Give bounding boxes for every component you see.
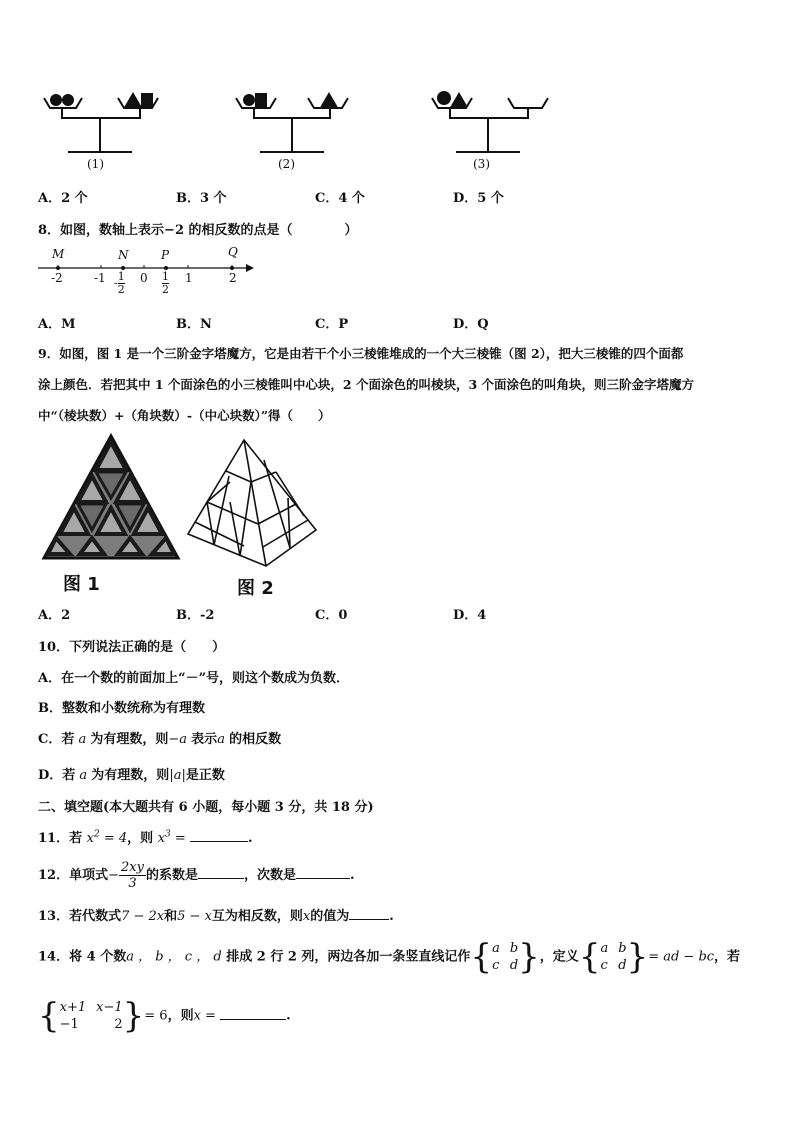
q10-option-d: D．若 a 为有理数，则|a|是正数	[38, 768, 225, 783]
q9-option-c: C．0	[315, 608, 348, 623]
q10-option-c: C．若 a 为有理数，则−a 表示a 的相反数	[38, 732, 282, 747]
point-p-label: P	[161, 248, 170, 262]
determinant-notation: a b c d	[492, 941, 519, 973]
point-m	[56, 266, 60, 270]
scale-label-2: (2)	[278, 157, 295, 171]
pyramid-line-diagram	[186, 436, 320, 570]
q8-option-d: D．Q	[453, 317, 489, 332]
q8-stem: 8．如图，数轴上表示−2 的相反数的点是（ ）	[38, 223, 358, 238]
q9-option-b: B．-2	[176, 608, 215, 623]
tick-label-half: 1 2	[162, 270, 169, 296]
q9-option-a: A．2	[38, 608, 71, 623]
tick-label-neg2: -2	[51, 271, 63, 285]
q7-option-a: A．2 个	[38, 191, 88, 206]
balance-scale-2	[236, 94, 348, 152]
q9-option-d: D．4	[453, 608, 487, 623]
tick-label-1: 1	[185, 271, 193, 285]
q12: 12．单项式− $\frac{2xy}{3}$ 的系数是 ，次数是 .	[38, 860, 355, 891]
q14-line1: 14．将 4 个数a ， b ， c ， d 排成 2 行 2 列，两边各加一条竖直线记作{ a b c d }，定义{ a b c d }= ad − bc，若	[38, 937, 741, 977]
tick-label-neg1: -1	[94, 271, 106, 285]
q9-stem-line1: 9．如图，图 1 是一个三阶金字塔魔方，它是由若干个小三棱锥堆成的一个大三棱锥（图 2），把大三棱锥的四个面都	[38, 346, 684, 361]
point-n-label: N	[118, 248, 129, 262]
q11: 11．若 $x^2 = 4$，则 $x^3$ = .	[38, 829, 253, 846]
scale-label-3: (3)	[473, 157, 490, 171]
q9-stem-line2: 涂上颜色．若把其中 1 个面涂色的小三棱锥叫中心块，2 个面涂色的叫棱块，3 个面涂色的叫角块，则三阶金字塔魔方	[38, 377, 695, 392]
q10-option-a: A．在一个数的前面加上“－”号，则这个数成为负数．	[38, 671, 350, 686]
q10-option-b: B．整数和小数统称为有理数	[38, 701, 205, 716]
point-m-label: M	[52, 247, 65, 261]
q7-option-d: D．5 个	[453, 191, 504, 206]
determinant-given: x+1 x−1 −1 2	[59, 1000, 123, 1032]
pyramid-cube-photo	[40, 432, 182, 564]
balance-scale-3	[432, 92, 548, 152]
q10-stem: 10．下列说法正确的是（ ）	[38, 640, 226, 655]
scale-label-1: (1)	[87, 157, 104, 171]
q7-option-b: B．3 个	[176, 191, 227, 206]
determinant-definition: a b c d	[600, 941, 627, 973]
q8-option-a: A．M	[38, 317, 76, 332]
q8-option-b: B．N	[176, 317, 212, 332]
balance-scale-1	[44, 94, 158, 152]
tick-label-2: 2	[229, 271, 237, 285]
tick-label-neg-half: - $\frac{1}{2}$	[114, 270, 125, 296]
section-2-heading: 二、填空题(本大题共有 6 小题，每小题 3 分，共 18 分)	[38, 800, 374, 815]
point-q-label: Q	[228, 245, 238, 259]
q9-stem-line3: 中“（棱块数）+（角块数）-（中心块数）”得（ ）	[38, 408, 331, 423]
q14-line2: { x+1 x−1 −1 2 }= 6，则x = .	[38, 996, 291, 1036]
figure-2-label: 图 2	[237, 578, 274, 599]
tick-label-0: 0	[140, 271, 148, 285]
q13: 13．若代数式7 − 2x和5 − x互为相反数，则x的值为 .	[38, 909, 394, 924]
figure-1-label: 图 1	[63, 574, 100, 595]
q8-option-c: C．P	[315, 317, 349, 332]
q7-option-c: C．4 个	[315, 191, 365, 206]
point-q	[230, 266, 234, 270]
